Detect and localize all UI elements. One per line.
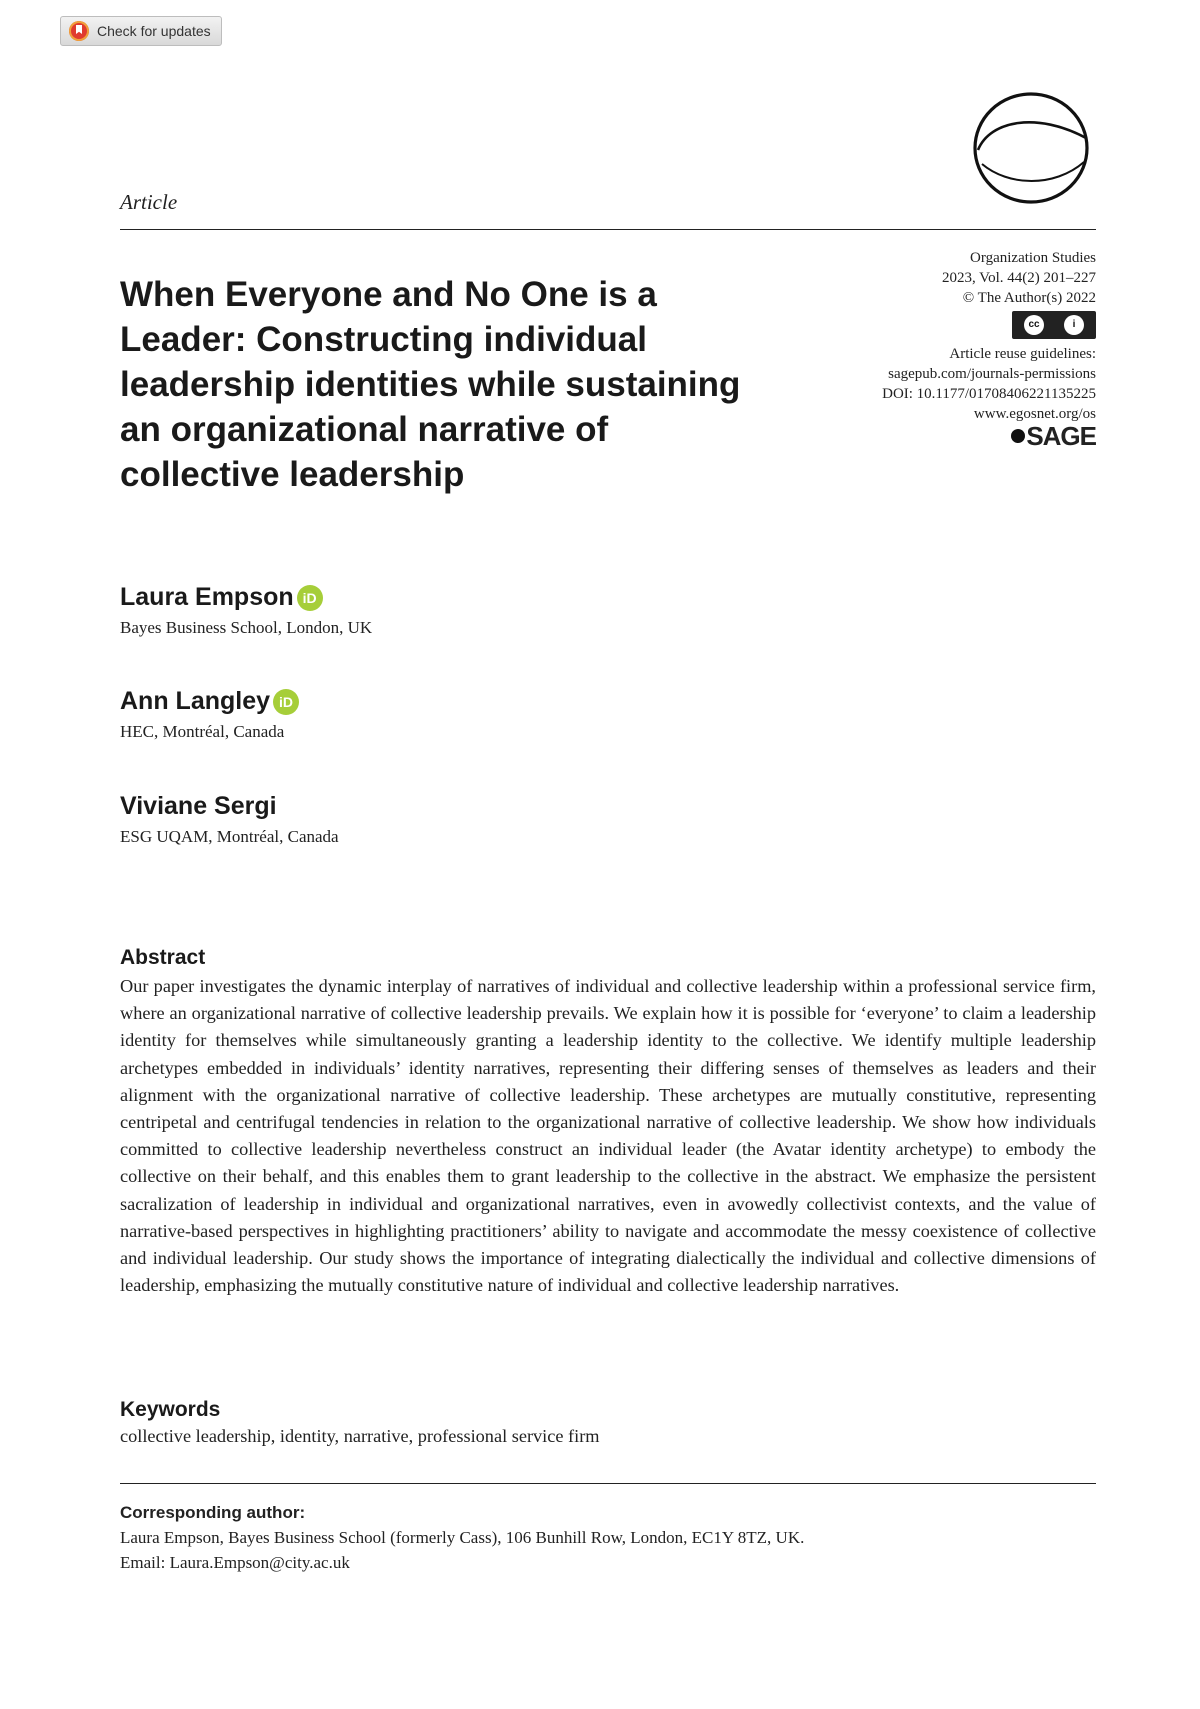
footer-rule xyxy=(120,1483,1096,1484)
article-type-label: Article xyxy=(120,190,178,214)
author-name: Viviane Sergi xyxy=(120,792,277,820)
check-for-updates-label: Check for updates xyxy=(97,23,211,39)
journal-logo xyxy=(968,90,1094,210)
journal-meta xyxy=(736,248,1096,451)
attribution-icon: i xyxy=(1064,315,1084,335)
sage-mark-icon xyxy=(1011,429,1025,443)
author-block xyxy=(120,792,339,847)
corresponding-email[interactable]: Email: Laura.Empson@city.ac.uk xyxy=(120,1553,350,1572)
doi-line[interactable]: DOI: 10.1177/01708406221135225 xyxy=(882,386,1096,402)
abstract-heading: Abstract xyxy=(120,946,206,969)
corresponding-author xyxy=(120,1500,804,1575)
corresponding-label: Corresponding author: xyxy=(120,1503,306,1522)
author-name: Laura Empson xyxy=(120,583,294,611)
keywords-text: collective leadership, identity, narrative, professional service firm xyxy=(120,1426,600,1446)
reuse-label: Article reuse guidelines: xyxy=(949,346,1096,362)
publisher-name: SAGE xyxy=(1026,421,1096,451)
cc-license-badge[interactable] xyxy=(736,308,1096,344)
cc-icon: cc xyxy=(1024,315,1044,335)
publisher-logo xyxy=(736,421,1096,451)
author-affiliation: HEC, Montréal, Canada xyxy=(120,722,285,741)
keywords-heading: Keywords xyxy=(120,1398,221,1421)
journal-name: Organization Studies xyxy=(970,250,1096,266)
bookmark-icon xyxy=(69,21,89,41)
corresponding-address: Laura Empson, Bayes Business School (formerly Cass), 106 Bunhill Row, London, EC1Y 8TZ, UK. xyxy=(120,1528,805,1547)
author-block xyxy=(120,583,372,638)
author-affiliation: ESG UQAM, Montréal, Canada xyxy=(120,827,339,846)
orcid-icon[interactable]: iD xyxy=(273,689,299,715)
check-for-updates-button[interactable] xyxy=(60,16,222,46)
journal-website[interactable]: www.egosnet.org/os xyxy=(973,406,1096,422)
reuse-link[interactable]: sagepub.com/journals-permissions xyxy=(888,366,1096,382)
header-rule xyxy=(120,229,1096,230)
author-block xyxy=(120,687,299,742)
abstract-text: Our paper investigates the dynamic interplay of narratives of individual and collective leadership within a professional service firm, where an organizational narrative of collective leadership prevails. We explain how it is possible for ‘everyone’ to claim a leadership identity for themselves while simultaneously granting a leadership identity to the collective. We identify multiple leadership archetypes embedded in individuals’ identity narratives, representing their differing senses of themselves as leaders and their alignment with the organizational narrative of collective leadership. These archetypes are mutually constitutive, representing centripetal and centrifugal tendencies in relation to the organizational narrative of collective leadership. We show how individuals committed to collective leadership nevertheless construct an individual leader (the Avatar identity archetype) to embody the collective on their behalf, and this enables them to grant leadership to the collective in the abstract. We emphasize the persistent sacralization of leadership in individual and organizational narratives, even in avowedly collectivist contexts, and the value of narrative-based perspectives in highlighting practitioners’ ability to navigate and accommodate the messy coexistence of collective and individual leadership. Our study shows the importance of integrating dialectically the individual and collective dimensions of leadership, emphasizing the mutually constitutive nature of individual and collective leadership narratives. xyxy=(120,976,1096,1296)
copyright-line: © The Author(s) 2022 xyxy=(962,290,1096,306)
author-name: Ann Langley xyxy=(120,687,271,715)
journal-volume: 2023, Vol. 44(2) 201–227 xyxy=(941,270,1096,286)
author-affiliation: Bayes Business School, London, UK xyxy=(120,618,373,637)
paper-title: When Everyone and No One is a Leader: Constructing individual leadership identities while sustaining an organizational narrative of collective leadership xyxy=(120,275,741,494)
orcid-icon[interactable]: iD xyxy=(297,585,323,611)
